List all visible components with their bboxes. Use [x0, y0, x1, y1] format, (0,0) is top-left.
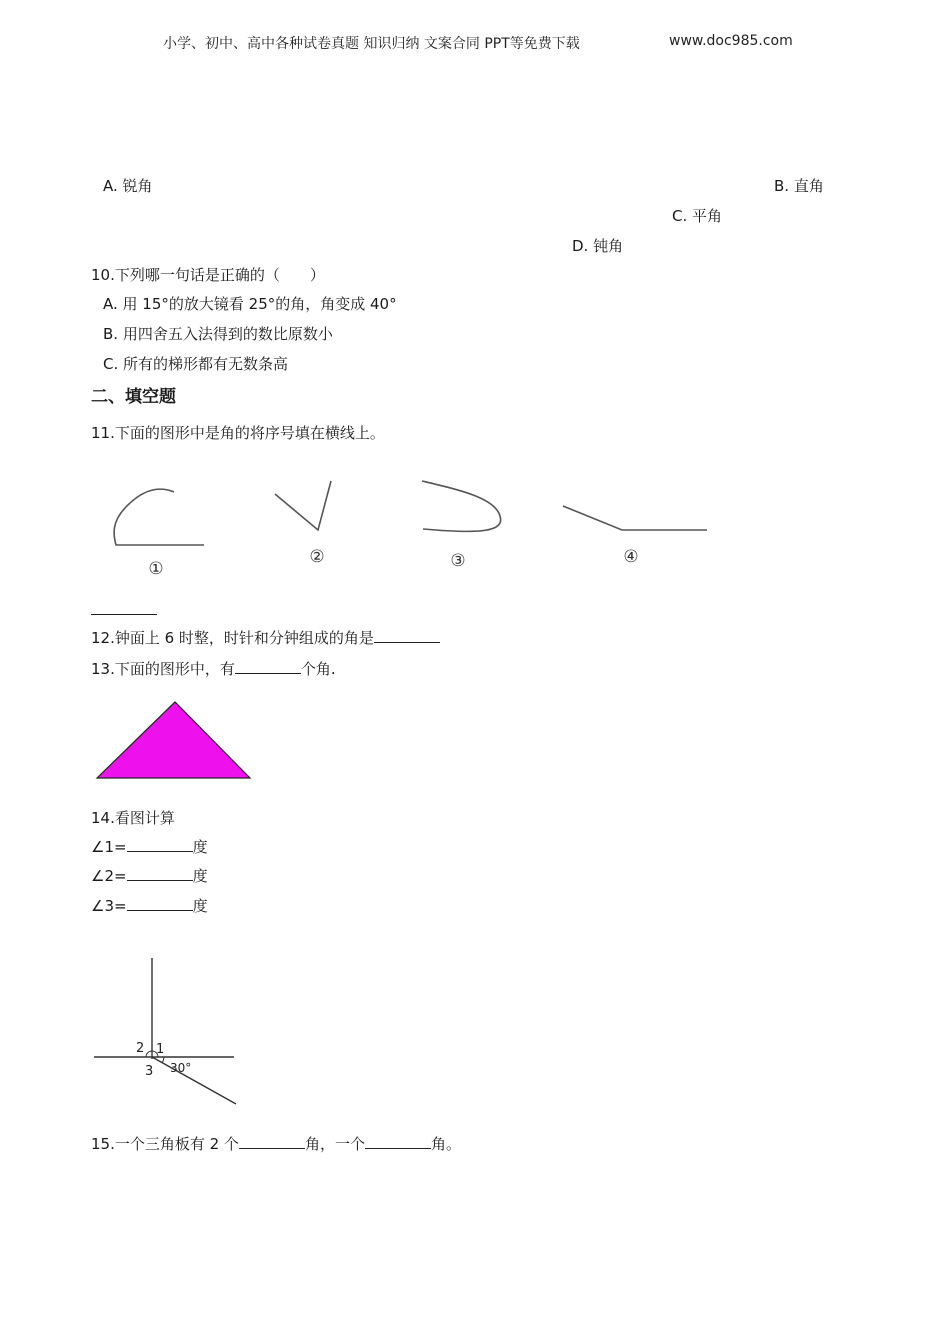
q11-stem: 11.下面的图形中是角的将序号填在横线上。 — [91, 424, 385, 442]
angle2-label: ∠2= — [91, 867, 127, 885]
angle3-label: ∠3= — [91, 897, 127, 915]
q15-line — [91, 1134, 461, 1154]
q14-stem: 14.看图计算 — [91, 809, 175, 827]
q14-angle2 — [91, 866, 208, 886]
q13-stem-pre: 13.下面的图形中，有 — [91, 660, 235, 678]
q9-option-b[interactable]: B. 直角 — [774, 177, 824, 195]
q15-stem-mid: 角，一个 — [304, 1135, 365, 1153]
fig-label-1: 1 — [156, 1042, 165, 1057]
q11-answer-blank[interactable] — [91, 614, 157, 615]
q10-stem: 10.下列哪一句话是正确的（ ） — [91, 266, 325, 284]
q15-blank-2[interactable] — [365, 1134, 431, 1149]
fig-label-3: 3 — [145, 1064, 154, 1079]
q9-option-d[interactable]: D. 钝角 — [572, 237, 624, 255]
figure-label-3: ③ — [450, 551, 466, 571]
q13-stem-post: 个角. — [300, 660, 336, 678]
angle1-unit: 度 — [192, 838, 208, 856]
q15-stem-pre: 15.一个三角板有 2 个 — [91, 1135, 239, 1153]
q12-stem: 12.钟面上 6 时整，时针和分钟组成的角是 — [91, 629, 374, 647]
figure-label-1: ① — [148, 559, 164, 579]
angle3-unit: 度 — [192, 897, 208, 915]
section-title: 二、填空题 — [91, 387, 176, 407]
figure-label-4: ④ — [623, 547, 639, 567]
q10-option-b[interactable]: B. 用四舍五入法得到的数比原数小 — [103, 325, 333, 343]
q13-line — [91, 659, 336, 679]
q13-triangle — [95, 700, 255, 782]
header-text: 小学、初中、高中各种试卷真题 知识归纳 文案合同 PPT等免费下载 — [163, 36, 580, 52]
header-url: www.doc985.com — [669, 33, 793, 49]
angle1-blank[interactable] — [127, 837, 193, 852]
q12-line — [91, 628, 440, 648]
fig-label-2: 2 — [136, 1041, 145, 1056]
q9-option-a[interactable]: A. 锐角 — [103, 177, 153, 195]
angle2-unit: 度 — [192, 867, 208, 885]
q10-option-a[interactable]: A. 用 15°的放大镜看 25°的角，角变成 40° — [103, 295, 397, 313]
q11-figures — [100, 470, 720, 585]
q13-answer-blank[interactable] — [235, 659, 301, 674]
q10-option-c[interactable]: C. 所有的梯形都有无数条高 — [103, 355, 289, 373]
angle2-blank[interactable] — [127, 866, 193, 881]
q14-angle1 — [91, 837, 208, 857]
angle1-label: ∠1= — [91, 838, 127, 856]
q14-figure — [90, 955, 250, 1110]
angle3-blank[interactable] — [127, 896, 193, 911]
figure-label-2: ② — [309, 547, 325, 567]
q12-answer-blank[interactable] — [374, 628, 440, 643]
q15-blank-1[interactable] — [239, 1134, 305, 1149]
fig-label-30deg: 30° — [170, 1061, 192, 1075]
q15-stem-post: 角。 — [430, 1135, 461, 1153]
q9-option-c[interactable]: C. 平角 — [672, 207, 723, 225]
q14-angle3 — [91, 896, 208, 916]
